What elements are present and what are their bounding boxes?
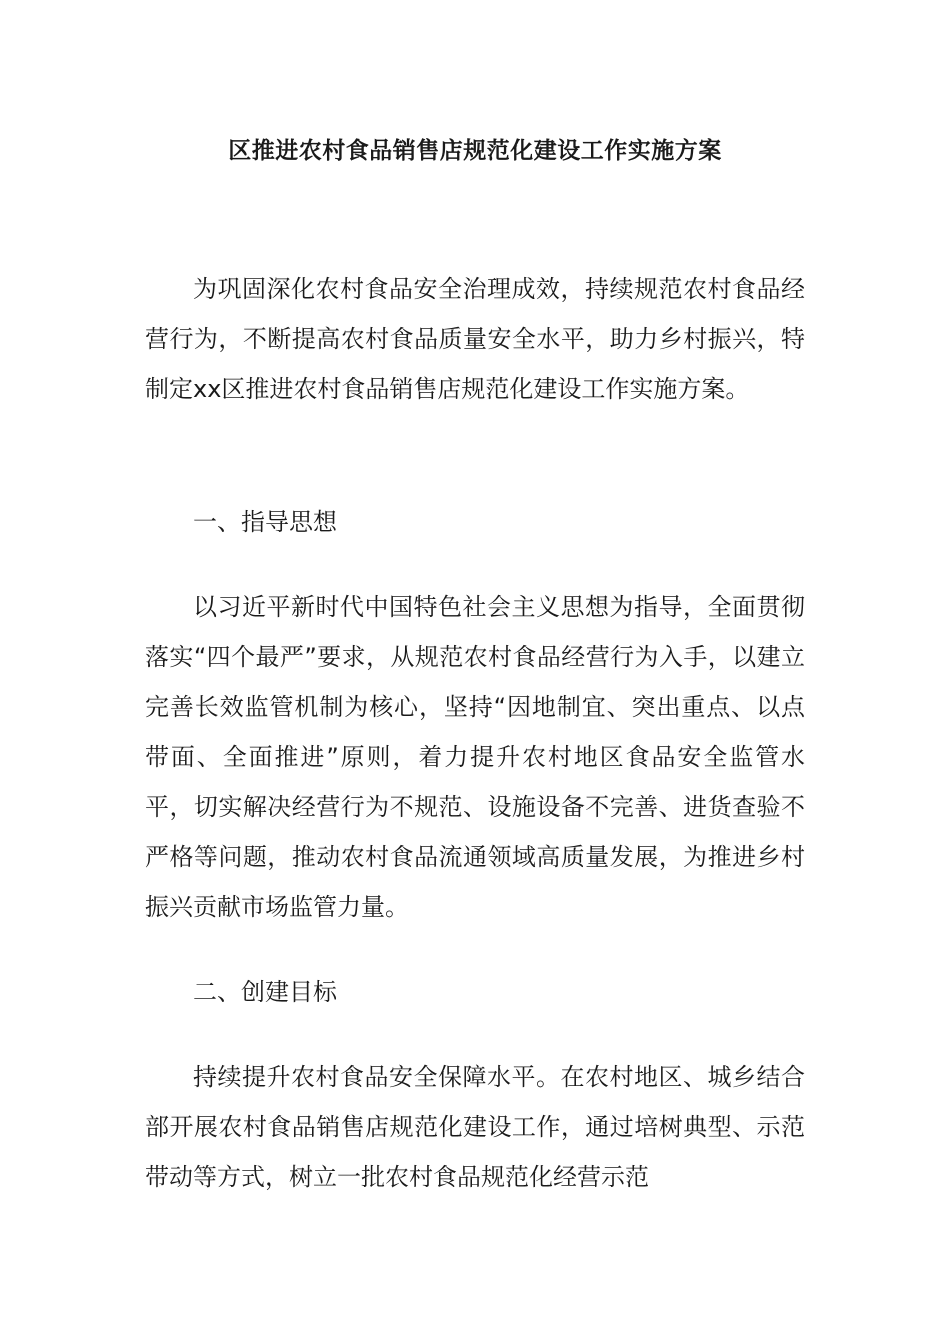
intro-paragraph: 为巩固深化农村食品安全治理成效，持续规范农村食品经营行为，不断提高农村食品质量安全水平，助力乡村振兴，特制定xx区推进农村食品销售店规范化建设工作实施方案。: [145, 275, 805, 403]
section-heading-goals: 二、创建目标: [193, 978, 337, 1006]
document-title: 区推进农村食品销售店规范化建设工作实施方案: [228, 138, 722, 164]
guiding-ideology-paragraph: 以习近平新时代中国特色社会主义思想为指导，全面贯彻落实“四个最严”要求，从规范农村食品经营行为入手，以建立完善长效监管机制为核心，坚持“因地制宜、突出重点、以点带面、全面推进”原则，着力提升农村地区食品安全监管水平，切实解决经营行为不规范、设施设备不完善、进货查验不严格等问题，推动农村食品流通领域高质量发展，为推进乡村振兴贡献市场监管力量。: [145, 593, 805, 921]
section-heading-guiding-ideology: 一、指导思想: [193, 508, 337, 536]
goals-paragraph: 持续提升农村食品安全保障水平。在农村地区、城乡结合部开展农村食品销售店规范化建设工作，通过培树典型、示范带动等方式，树立一批农村食品规范化经营示范: [145, 1063, 805, 1191]
